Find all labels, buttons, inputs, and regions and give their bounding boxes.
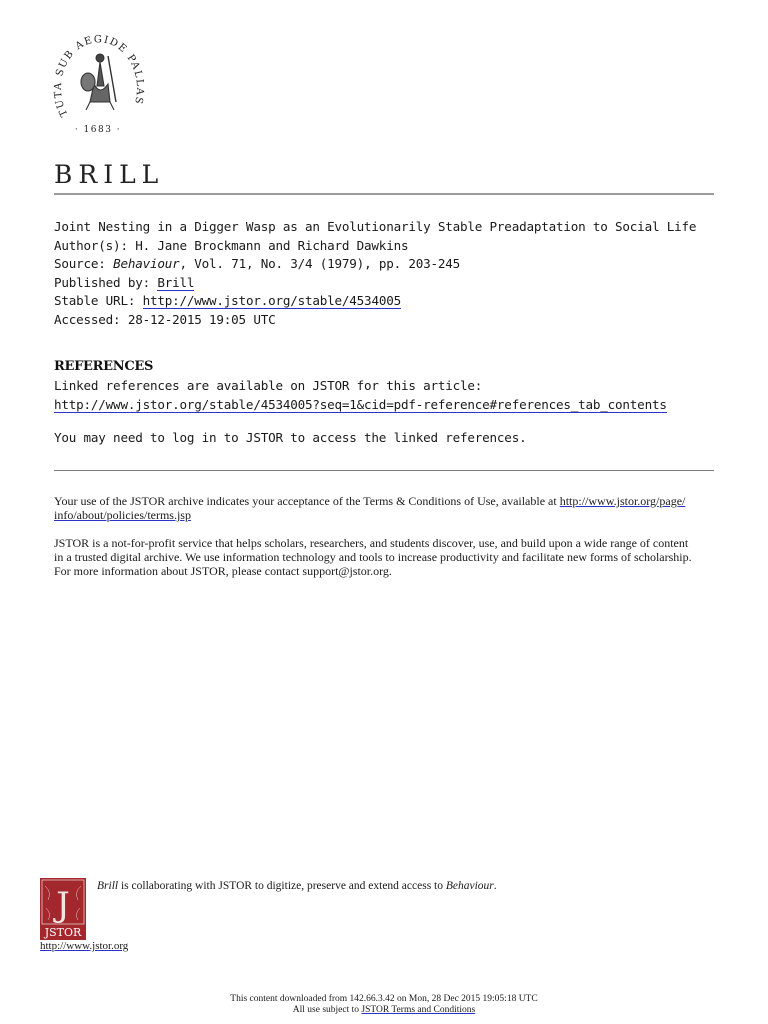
jstor-logo-text: JSTOR [44, 926, 82, 939]
collab-publisher: Brill [97, 880, 119, 892]
references-intro: Linked references are available on JSTOR for this article: [54, 378, 483, 393]
authors: H. Jane Brockmann and Richard Dawkins [135, 237, 409, 253]
collab-end: . [493, 880, 497, 892]
source-line [54, 255, 734, 274]
terms-notice [54, 494, 718, 522]
published-by-line [54, 274, 734, 293]
divider-top [54, 193, 714, 195]
article-title: Joint Nesting in a Digger Wasp as an Evolutionarily Stable Preadaptation to Social Life [54, 219, 697, 234]
source-journal: Behaviour [113, 256, 180, 271]
references-link[interactable]: http://www.jstor.org/stable/4534005?seq=1&cid=pdf-reference#references_tab_contents [54, 396, 667, 412]
collab-text: is collaborating with JSTOR to digitize, preserve and extend access to [118, 880, 446, 892]
terms-text: Your use of the JSTOR archive indicates your acceptance of the Terms & Conditions of Use, available at [54, 494, 560, 508]
subject-prefix: All use subject to [292, 1005, 362, 1015]
stable-url-link[interactable]: http://www.jstor.org/stable/4534005 [142, 293, 401, 308]
stable-url-label: Stable URL: [54, 293, 143, 308]
source-label: Source: [54, 256, 114, 271]
authors-label: Author(s): [54, 237, 136, 253]
svg-text:TUTA SUB AEGIDE PALLAS: TUTA SUB AEGIDE PALLAS [52, 34, 146, 119]
references-heading: REFERENCES [54, 359, 154, 374]
jstor-logo [40, 878, 86, 940]
collaboration-note [97, 880, 497, 892]
authors-line [54, 237, 734, 256]
terms-link-part2: info/about/policies/terms.jsp [54, 508, 191, 522]
publisher-wordmark: BRILL [54, 160, 165, 189]
terms-subject-line [0, 1005, 768, 1016]
svg-text:J: J [56, 885, 70, 925]
footer-terms-link[interactable]: JSTOR Terms and Conditions [361, 1005, 476, 1015]
about-line-1: JSTOR is a not-for-profit service that helps scholars, researchers, and students discover, use, and build upon a wide range of content [54, 536, 689, 550]
svg-text:· 1683 ·: · 1683 · [74, 125, 122, 135]
accessed-date: 28-12-2015 19:05 UTC [127, 311, 276, 327]
collab-journal: Behaviour [445, 880, 494, 892]
login-note: You may need to log in to JSTOR to access the linked references. [54, 430, 527, 445]
about-line-3: For more information about JSTOR, please contact support@jstor.org. [54, 564, 392, 578]
publisher-link[interactable]: Brill [157, 274, 195, 290]
accessed-line [54, 311, 734, 330]
references-block [54, 377, 744, 414]
references-link-line [54, 396, 744, 415]
stable-url-line [54, 292, 734, 311]
brill-seal-logo [50, 26, 146, 138]
download-info: This content downloaded from 142.66.3.42 on Mon, 28 Dec 2015 19:05:18 UTC [230, 994, 538, 1004]
divider-middle [54, 470, 714, 471]
published-by-label: Published by: [54, 274, 158, 290]
download-footer [0, 994, 768, 1016]
terms-link-part1: http://www.jstor.org/page/ [559, 494, 686, 508]
source-details: , Vol. 71, No. 3/4 (1979), pp. 203-245 [179, 256, 461, 271]
article-metadata [54, 218, 734, 329]
accessed-label: Accessed: [54, 311, 128, 327]
about-jstor [54, 536, 718, 578]
about-line-2: in a trusted digital archive. We use information technology and tools to increase productivity and facilitate new forms of scholarship. [54, 550, 692, 564]
jstor-home-link[interactable]: http://www.jstor.org [40, 940, 129, 952]
